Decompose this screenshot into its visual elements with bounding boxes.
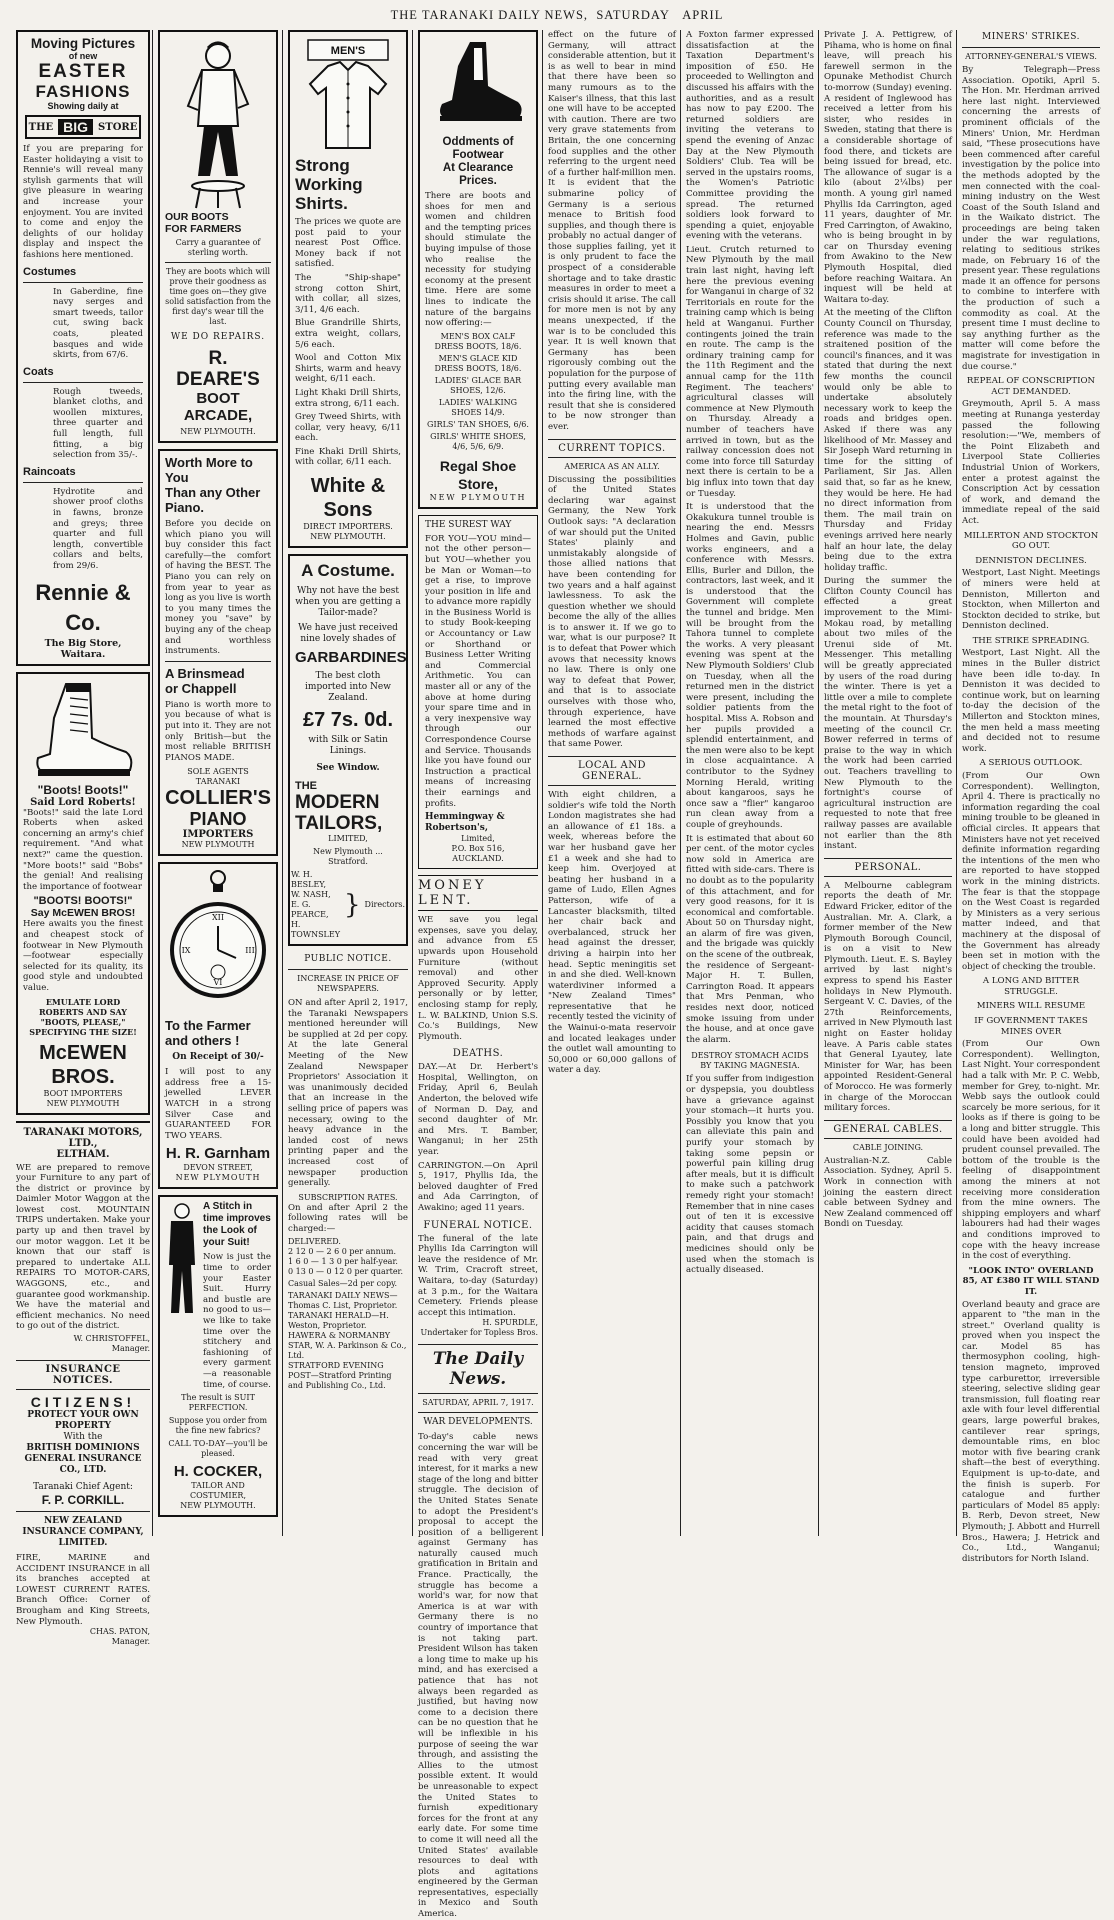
advert-subline: LIMITED,	[328, 834, 368, 844]
article-body: Westport, Last Night. Meetings of miners were held at Denniston, Millerton and Stockton, when Millerton and Stockton decided to strike, but Denniston declined.	[962, 568, 1100, 632]
advert-heading: Say McEWEN BROS!	[30, 907, 136, 920]
notice-body: On and after April 2 the following rates will be charged:—	[288, 1202, 408, 1234]
masthead	[0, 8, 1114, 28]
public-notice	[288, 954, 408, 1390]
shirt-item: Blue Grandrille Shirts, extra weight, collars, 5/6 each.	[295, 318, 401, 350]
advert-subline: NEW PLYMOUTH	[429, 492, 527, 502]
advert-body: I will post to any address free a 15-jewelled LEVER WATCH in a strong Silver Case and GUARANTEED FOR TWO YEARS.	[165, 1067, 271, 1141]
advert-body: With the	[63, 1432, 103, 1442]
taranaki-motors-advert	[16, 1121, 150, 1355]
advert-body: The result is SUIT PERFECTION.	[181, 1393, 255, 1413]
subheading: AMERICA AS AN ALLY.	[564, 461, 660, 471]
advert-body: The prices we quote are post paid to your nearest Post Office. Money back if not satisfied.	[295, 217, 401, 270]
advert-heading: TARANAKI MOTORS, LTD.,	[23, 1126, 143, 1149]
notice-body: Casual Sales—2d per copy.	[288, 1278, 398, 1288]
footwear-item: LADIES' GLACE BAR SHOES, 12/6.	[434, 375, 522, 395]
section-heading: FUNERAL NOTICE.	[423, 1219, 533, 1231]
article-body: Lieut. Crutch returned to New Plymouth by the mail train last night, having left here the previous evening for Wanganui in charge of 32 Territorials en route for the training camp which is being held at Wanganui. Further contingents joined the train en route. The camp is the ordinary training camp for the 11th Regiment and the annual camp for the 11th Regiment. The teachers' agricultural classes will commence at New Plymouth on Thursday. Already a number of teachers have arrived in town, but as the railway concession does not come into force till Saturday next there is certain to be a big influx into town that day or Tuesday.	[686, 244, 814, 499]
subheading: DENNISTON DECLINES.	[975, 555, 1087, 566]
advert-body: CALL TO-DAY—you'll be pleased.	[168, 1439, 268, 1459]
advert-subline: NEW PLYMOUTH.	[180, 1501, 256, 1511]
subheading: A LONG AND BITTER STRUGGLE.	[982, 976, 1080, 997]
section-heading: DEATHS.	[452, 1048, 504, 1060]
masthead-day: SATURDAY	[596, 8, 670, 22]
subheading: CABLE JOINING.	[852, 1142, 924, 1152]
shirt-illustration-icon	[298, 36, 398, 156]
money-lent-advert	[418, 875, 538, 1042]
editorial-body: effect on the future of Germany, will attract considerable attention, but it is as well to bear in mind that there have been so many rumours as to the Kaiser's illness, that this last one will have to be accepted with caution. There are two very grave statements from Britain, the one concerning food supplies and the other referring to the urgent need of a further half-million men. It is evident that the submarine policy of Germany is a serious menace to British food supplies, and though there is probably no actual danger of those supplies failing, yet it is only prudent to face the prospect of a considerable shortage and to take drastic measures in order to meet a crisis should it arise. The call for more men is not by any means unexpected, if the war is to be concluded this year. It is well known that Germany has been rigorously combing out the population for the purpose of putting every available man into the firing line, with the result that she is considered to be now stronger than ever.	[548, 30, 676, 432]
section-heading: GENERAL CABLES.	[824, 1120, 952, 1139]
advert-body: Carry a guarantee of sterling worth.	[175, 238, 261, 257]
article-body: Overland beauty and grace are apparent to "the man in the street." Overland quality is proved when you inspect the car. Model 85 has thermosyphon cooling, high-tension magneto, improved type carburettor, irreversible steering, selective sliding gear transmission, full floating rear axle with four level differential gears, large powerful brakes, cantilever rear springs, demountable rims, en bloc motor with five bearing crank shaft—the best of everything. Equipment is up-to-date, and the finish is superb. For catalogue and further particulars of Model 85 apply: B. Rerb, Devon street, New Plymouth; J. Abbott and Hurrell Bros., Hawera; J. Hetrick and Co., Ltd., Wanganui; distributors for North Island.	[962, 1299, 1100, 1564]
rate-row: 2 12 0 — 2 6 0 per annum.	[288, 1246, 397, 1256]
advert-subline: NEW PLYMOUTH.	[310, 532, 386, 542]
advert-subline: NEW PLYMOUTH	[181, 840, 255, 850]
advert-subline: DIRECT IMPORTERS.	[303, 522, 393, 532]
section-heading: Costumes	[23, 265, 77, 278]
article-body: A Melbourne cablegram reports the death of Mr. Edward Fricker, editor of the Australian. Mr. A. Clark, a former member of the New Plymouth Borough Council, is on a visit to New Plymouth. Lieut. E. S. Bayley arrived by last night's express to spend his Easter holidays in New Plymouth. Sergeant V. C. Davies, of the 27th Reinforcements, arrived in New Plymouth last night on Easter holiday leave. A Paris cable states that General Lyautey, late Minister for War, has been appointed Resident-General of Morocco. He was formerly in charge of the Moroccan military forces.	[824, 880, 952, 1114]
column-8	[962, 30, 1100, 1564]
nz-insurance-advert	[16, 1516, 150, 1647]
advert-subline: AUCKLAND.	[452, 854, 504, 864]
cocker-advert	[158, 1195, 278, 1517]
rate-row: 0 13 0 — 0 12 0 per quarter.	[288, 1266, 404, 1276]
modern-tailors-logo: TAILORS,	[295, 813, 383, 835]
advert-heading: MONEY LENT.	[418, 875, 538, 911]
director-name: H. TOWNSLEY	[290, 920, 340, 940]
rennie-logo: Rennie & Co.	[35, 579, 131, 635]
garnham-advert	[158, 862, 278, 1189]
advert-heading: THE SUREST WAY	[425, 519, 512, 530]
advert-subline: NEW PLYMOUTH	[175, 1173, 261, 1183]
advert-heading: Strong	[295, 156, 350, 175]
advert-body: Piano is worth more to you because of what is put into it. They are not only British—but the most reliable BRITISH PIANOS MADE.	[165, 699, 271, 763]
directors-block: W. H. BESLEY, W. NASH, E. G. PEARCE, H. TOWNSLEY } Directors.	[290, 870, 406, 940]
advert-heading: "BOOTS! BOOTS!"	[33, 895, 133, 908]
advert-body: EMULATE LORD ROBERTS AND SAY "BOOTS, PLEASE," SPECIFYING THE SIZE!	[29, 996, 137, 1037]
advert-body: Rough tweeds, blanket cloths, and woollen mixtures, three quarter and full length, full fitting, a big selection from 35/-.	[53, 386, 143, 461]
notice-heading: SUBSCRIPTION RATES.	[298, 1192, 398, 1202]
advert-heading: A Costume.	[301, 561, 395, 581]
subheading: IF GOVERNMENT TAKES MINES OVER	[974, 1016, 1088, 1037]
advert-heading: "Boots! Boots!"	[37, 782, 129, 797]
svg-text:VI: VI	[213, 978, 223, 988]
advert-body: with Silk or Satin Linings.	[308, 735, 388, 757]
column-rule	[412, 30, 413, 1536]
rennie-tagline: The Big Store, Waitara.	[44, 637, 122, 660]
column-7	[824, 30, 952, 1536]
modern-tailors-logo: THE	[295, 780, 317, 793]
signature-role: Manager.	[111, 1637, 150, 1647]
svg-text:III: III	[245, 946, 255, 956]
paper-row: TARANAKI HERALD—H. Weston, Proprietor.	[288, 1310, 389, 1330]
article-body: Australian-N.Z. Cable Association. Sydney, April 5. Work in connection with joining the eastern direct cable between Sydney and New Zealand commenced off Bondi on Tuesday.	[824, 1155, 952, 1230]
advert-heading: ELTHAM.	[56, 1148, 110, 1160]
insurance-advert	[16, 1394, 150, 1507]
section-heading: LOCAL AND GENERAL.	[548, 756, 676, 786]
shirt-item: Wool and Cotton Mix Shirts, warm and heavy weight, 6/11 each.	[295, 353, 401, 385]
advert-heading: To the Farmer	[165, 1018, 251, 1034]
rennie-advert	[16, 30, 150, 666]
insurance-heading: INSURANCE NOTICES.	[16, 1360, 150, 1390]
advert-body: We have just received nine lovely shades of	[298, 623, 398, 645]
modern-tailors-logo: MODERN	[295, 792, 380, 814]
advert-body: Here awaits you the finest and cheapest stock of footwear in New Plymouth—footwear especially selected for its quality, its good style and undoubted value.	[23, 919, 143, 993]
shirt-item: Light Khaki Drill Shirts, extra strong, 6/11 each.	[295, 387, 401, 409]
signature: H. SPURDLE,	[482, 1318, 538, 1328]
footwear-item: LADIES' WALKING SHOES 14/9.	[438, 397, 518, 417]
signature: W. CHRISTOFFEL,	[73, 1334, 150, 1343]
advert-body: BRITISH DOMINIONS GENERAL INSURANCE CO., LTD.	[24, 1443, 142, 1475]
white-sons-logo: White & Sons	[310, 475, 386, 522]
advert-body: WE save you legal expenses, save you delay, and advance from £5 upwards upon Household Furniture (without removal) and other Approved Security. Apply personally or by letter, enclosing stamp for reply, L. W. BALKIND, Union S.S. Co.'s Buildings, New Plymouth.	[418, 915, 538, 1042]
advert-heading: or Chappell	[165, 680, 237, 696]
deare-logo: R. DEARE'S	[176, 348, 260, 390]
advert-heading: At Clearance Prices.	[442, 162, 514, 187]
deare-logo: BOOT	[196, 390, 240, 407]
deare-advert	[158, 30, 278, 443]
notice-body: DELIVERED.	[288, 1236, 341, 1246]
advert-body: Hydrotite and shower proof cloths in fawns, bronze and greys; three quarter and full length, convertible collars and belts, from 29/6.	[53, 486, 143, 571]
svg-text:MEN'S: MEN'S	[330, 45, 366, 57]
column-2	[158, 30, 278, 1536]
notice-body: ON and after April 2, 1917, the Taranaki Newspapers mentioned hereunder will be supplied at 2d per copy. At the late General Meeting of the New Zealand Newspaper Proprietors' Association it was unanimously decided that an increase in the selling price of papers was necessary, owing to the heavy advance in the landed cost of news printing paper and the increased cost of newspaper production generally.	[288, 998, 408, 1189]
directors-label: Directors.	[364, 900, 406, 910]
paper-row: STRATFORD EVENING POST—Stratford Printing and Publishing Co., Ltd.	[288, 1360, 392, 1390]
advert-subline: DEVON STREET,	[183, 1163, 253, 1173]
regal-shoe-advert	[418, 30, 538, 509]
banner-text: STORE	[98, 121, 138, 133]
advert-body: They are boots which will prove their goodness as time goes on—they give solid satisfaction from the first day's wear till the last.	[165, 267, 271, 326]
footwear-item: GIRLS' TAN SHOES, 6/6.	[427, 419, 529, 429]
paper-row: HAWERA & NORMANBY STAR, W. A. Parkinson & Co., Ltd.	[288, 1330, 407, 1360]
masthead-month: APRIL	[682, 8, 724, 22]
section-heading: MINERS' STRIKES.	[982, 32, 1080, 42]
column-3	[288, 30, 408, 1536]
piano-advert	[158, 449, 278, 856]
director-name: E. G. PEARCE,	[290, 900, 329, 920]
advert-body: If you are preparing for Easter holidaying a visit to Rennie's will reveal many stylish garments that will give pleasure in wearing and increase your enjoyment. You are invited to come and enjoy the delights of our holiday display and inspect the fashions here mentioned.	[23, 144, 143, 260]
funeral-notice: The funeral of the late Phyllis Ida Carrington will leave the residence of Mr. W. Trim, Cracroft street, Waitara, to-day (Saturday) at 3 p.m., for the Waitara Cemetery. Friends please accept this intimation.	[418, 1233, 538, 1318]
boot-illustration-icon	[28, 678, 138, 783]
signature-role: Undertaker for Topless Bros.	[420, 1328, 538, 1338]
advert-heading: A Brinsmead	[165, 665, 245, 681]
editorial-heading: WAR DEVELOPMENTS.	[423, 1417, 533, 1428]
advert-subline: SOLE AGENTS TARANAKI	[187, 767, 249, 787]
column-1	[16, 30, 150, 1647]
advert-body: F. P. CORKILL.	[41, 1493, 125, 1507]
advert-heading: On Receipt of 30/-	[172, 1052, 264, 1063]
deare-logo: ARCADE,	[183, 407, 253, 424]
director-name: W. H. BESLEY,	[290, 870, 327, 890]
column-6	[686, 30, 814, 1536]
price-tag: £7 7s. 0d.	[302, 709, 394, 732]
advert-heading: EASTER	[38, 61, 128, 82]
section-heading: PERSONAL.	[824, 858, 952, 877]
masthead-title: THE TARANAKI DAILY NEWS,	[390, 8, 589, 22]
subheading: THE STRIKE SPREADING.	[972, 635, 1090, 646]
signature: CHAS. PATON,	[89, 1627, 150, 1637]
shirt-item: The "Ship-shape" strong cotton Shirt, with collar, all sizes, 3/11, 4/6 each.	[295, 272, 401, 315]
article-body: A Foxton farmer expressed dissatisfaction at the Taxation Department's imposition of £50. He proceeded to Wellington and discussed his affairs with the authorities, and as a result has now to pay £200. The returned soldiers are inviting the veterans to spend the evening of Anzac Day at the New Plymouth Soldiers' Club. Tea will be served in the upstairs rooms, the Women's Patriotic Committee providing the spread. The returned soldiers look forward to spending a quiet, enjoyable evening with the veterans.	[686, 30, 814, 242]
advert-body: "Boots!" said the late Lord Roberts when asked concerning an army's chief requirement. "And what next?" came the question. "More boots!" said "Bobs" the genial! And realising the importance of footwear	[23, 807, 143, 892]
advert-subline: P.O. Box 516,	[451, 844, 505, 854]
column-rule	[542, 30, 543, 1536]
advert-body: WE DO REPAIRS.	[170, 332, 266, 342]
article-body: (From Our Own Correspondent). Wellington, April 4. There is practically no information regarding the coal mining trouble to be gleaned in official circles. It appears that Ministers have not yet received definite information regarding the intentions of the men who are reported to have stopped work in the mining districts. The fear is that the stoppage on the West Coast is regarded by Ministers as a very serious matter indeed, and that machinery at the disposal of the Government has already been set in motion with the object of checking the trouble.	[962, 771, 1100, 972]
advert-body: FOR YOU—YOU mind—not the other person—but YOU—whether you be Man or Woman—to get a rise, to improve your position in life and to advance more rapidly in the Business World is to study Book-keeping or Accountancy or Law or Shorthand or Business Letter Writing and Commercial Arithmetic. You can master all or any of the above at home during your spare time and in a very inexpensive way through our Correspondence Course and Service. Thousands like you have found our Instruction a practical means of increasing their earnings and profits.	[425, 533, 531, 809]
advert-body: See Window.	[316, 763, 380, 774]
paper-row: TARANAKI DAILY NEWS—Thomas C. List, Proprietor.	[288, 1290, 398, 1310]
advert-heading: Working	[295, 175, 363, 194]
column-rule	[152, 30, 153, 1536]
shoe-illustration-icon	[428, 36, 528, 136]
advert-heading: GARBARDINES	[295, 649, 407, 667]
advert-heading: NEW ZEALAND INSURANCE COMPANY, LIMITED.	[22, 1516, 144, 1548]
advert-body: PROTECT YOUR OWN PROPERTY	[27, 1410, 139, 1431]
footwear-item: MEN'S GLACE KID DRESS BOOTS, 18/6.	[434, 353, 522, 373]
advert-subline: IMPORTERS	[182, 829, 254, 841]
footwear-item: GIRLS' WHITE SHOES, 4/6, 5/6, 6/9.	[430, 431, 526, 451]
advert-body: Why not have the best when you are getting a Tailor-made?	[295, 586, 401, 619]
shirt-item: Grey Tweed Shirts, with collar, very heavy, 6/11 each.	[295, 412, 401, 444]
cocker-logo: H. COCKER,	[173, 1463, 263, 1481]
advert-heading: Said Lord Roberts!	[30, 796, 136, 808]
article-body: (From Our Own Correspondent). Wellington, Last Night. Your correspondent had a talk with Mr. P. C. Webb, member for Grey, to-night. Mr. Webb says the outlook could scarcely be more serious, for it looks as if there is going to be a long and bitter struggle. This could have been avoided had prudent counsel prevailed. The bottom of the trouble is the feeling of disappointment among the miners at not receiving more consideration from the mine owners. The shipping employers and wharf labourers had had their wages and conditions improved to cope with the heavy increase in the cost of everything.	[962, 1039, 1100, 1262]
advert-heading: and others !	[165, 1033, 240, 1049]
mcewen-logo: McEWEN BROS.	[39, 1041, 127, 1088]
section-heading: CURRENT TOPICS.	[548, 439, 676, 458]
advert-heading: Worth More to You	[165, 455, 253, 485]
advert-subline: NEW PLYMOUTH	[46, 1098, 120, 1108]
column-rule	[282, 30, 283, 1536]
banner-text: BIG	[58, 119, 93, 135]
subheading: REPEAL OF CONSCRIPTION ACT DEMANDED.	[966, 376, 1096, 397]
advert-body: Before you decide on which piano you will buy consider this fact carefully—the comfort of having the BEST. The Piano you can rely on from year to year as long as you live is worth to you many times the money you "save" by buying any of the cheap and worthless instruments.	[165, 519, 271, 657]
collier-logo: COLLIER'S	[165, 787, 271, 810]
advert-heading: Showing daily at	[47, 101, 119, 111]
subheading: MINERS WILL RESUME	[976, 1001, 1086, 1012]
advert-heading: Oddments of Footwear	[442, 136, 514, 161]
signature-role: Manager.	[111, 1344, 150, 1353]
footwear-item: MEN'S BOX CALF DRESS BOOTS, 18/6.	[434, 331, 522, 351]
article-body: By Telegraph—Press Association. Opotiki, April 5. The Hon. Mr. Herdman arrived here last night. Interviewed concerning the arrests of prominent officials of the Miners' Union, Mr. Herdman said, "These prosecutions have been commenced after careful investigation by the police into the methods adopted by the men connected with the coal-mining industry on the West Coast of the South Island and in the Waikato district. The proceedings are being taken under the war regulations, relating to seditious strikes made, on February 16 of the present year. These regulations made it an offence for persons to combine to interfere with the production of such a commodity as coal. At the present time I must decline to say anything further as the matter will come before the magistrate for investigation in due course."	[962, 65, 1100, 372]
death-notice: DAY.—At Dr. Herbert's Hospital, Wellington, on Friday, April 6, Beulah Anderton, the beloved wife of Norman D. Day, and second daughter of Mr. and Mrs. T. Bamber, Wanganui; in her 25th year.	[418, 1062, 538, 1158]
notice-heading: INCREASE IN PRICE OF NEWSPAPERS.	[297, 974, 399, 994]
editorial-body: To-day's cable news concerning the war will be read with very great interest, for it marks a new stage of the long and bitter struggle. The decision of the United States Senate to adopt the President's proposal to accept the position of a belligerent against Germany has naturally caused much gratification in Britain and France. Practically, the struggle has become a world's war, for now that America is at war with Germany there is no country of importance that is not taking part. President Wilson has taken a long time to make up his mind, and has exercised a patience that has not always been regarded as justified, but having now come to a decision there can be no question that he will be inflexible in his purpose of seeing the war through, and assisting the Allies to the utmost possible extent. It would be unreasonable to expect the United States to furnish expeditionary forces for the front at any early date. For some time to come it will need all the United States' available resources to deal with plots and agitations engineered by the German representatives, especially in Mexico and South America.	[418, 1432, 538, 1920]
column-rule	[680, 30, 681, 1536]
surest-way-advert	[418, 515, 538, 869]
cobbler-illustration-icon	[168, 36, 268, 211]
mcewen-advert	[16, 672, 150, 1115]
collier-logo: PIANO	[189, 809, 247, 830]
advert-heading: CITIZENS!	[30, 1394, 136, 1410]
subheading: A SERIOUS OUTLOOK.	[979, 758, 1083, 769]
pocket-watch-icon	[168, 868, 268, 1018]
editorial-date: SATURDAY, APRIL 7, 1917.	[422, 1398, 534, 1408]
article-body: It is estimated that about 60 per cent. of the motor cycles now sold in America are fitted with side-cars. There is no doubt as to the popularity of this attachment, and for very good reasons, for it is economical and comfortable. About 50 on Thursday night, an alarm of fire was given, and the brigade was quickly on the scene of the outbreak, the residence of Sergeant-Major H. T. Bullen, Carrington Road. It appears that Mrs Penman, who resides next door, noticed smoke issuing from under the house, and at once gave the alarm.	[686, 833, 814, 1045]
subheading: DESTROY STOMACH ACIDS BY TAKING MAGNESIA.	[691, 1051, 809, 1071]
notice-heading: PUBLIC NOTICE.	[304, 954, 392, 965]
advert-subline: BOOT IMPORTERS	[43, 1088, 123, 1098]
column-4	[418, 30, 538, 1920]
advert-subline: Limited,	[461, 834, 495, 844]
article-body: During the summer the Clifton County Council has effected a great improvement to the Mimi-Mokau road, by metalling about two miles of the Urenui side of Mt. Messenger. This metalling will be greatly appreciated by users of the road during the winter. There is yet a little over a mile to complete the metal right to the foot of the mountain. At Thursday's meeting of the council Cr. Bower referred in terms of praise to the way in which the work had been carried out. Teachers travelling to New Plymouth to the fortnight's course of agricultural instruction are requested to note that free railway passes are available not earlier than the 8th instant.	[824, 576, 952, 852]
advert-body: Now is just the time to order your Easter Suit. Hurry and bustle are no good to us—we like to take time over the stitchery and fashioning of every garment—a reasonable time, of course.	[203, 1252, 271, 1390]
article-body: Greymouth, April 5. A mass meeting at Runanga yesterday passed the following resolution:—"We, members of the Point Elizabeth and Liverpool State Collieries Industrial Union of Workers, enter a protest against the Conscription Act by cessation of work, and demand the immediate repeal of the said Act.	[962, 399, 1100, 526]
section-heading: Coats	[23, 365, 54, 378]
advert-heading: FASHIONS	[35, 82, 131, 101]
regal-logo: Regal Shoe Store,	[439, 457, 517, 492]
advert-heading: OUR BOOTS	[165, 211, 229, 223]
garnham-logo: H. R. Garnham	[165, 1145, 271, 1163]
subheading: "LOOK INTO" OVERLAND 85, AT £380 IT WILL STAND IT.	[962, 1265, 1100, 1297]
advert-subline: TAILOR AND COSTUMIER,	[190, 1481, 246, 1501]
svg-text:XII: XII	[211, 913, 225, 923]
advert-body: The best cloth imported into New Zealand.	[305, 671, 391, 704]
article-body: At the meeting of the Clifton County Council on Thursday, reference was made to the straitened position of the council's finances, and it was stated that during the next few months the council would only be able to undertake absolutely necessary work to keep the roads and bridges open. Asked if there was any likelihood of Mr. Massey and Sir Joseph Ward returning in time for the sitting of Parliament, Sir Jas. Allen said that, so far as he knew, they would be here. He had no direct information from them. The mail train on Thursday and Friday evenings arrived here nearly half an hour late, the delay being due to the extra holiday traffic.	[824, 308, 952, 573]
advert-subline: Hemmingway & Robertson's,	[425, 812, 505, 834]
advert-body: Taranaki Chief Agent:	[33, 1482, 133, 1492]
death-notice: CARRINGTON.—On April 5, 1917, Phyllis Ida, the beloved daughter of Fred and Ada Carrington, of Awakino; aged 11 years.	[418, 1160, 538, 1213]
advert-body: There are boots and shoes for men and women and children and the tempting prices should stimulate the buying impulse of those who realise the necessity for studying economy at the present time. Here are some lines to indicate the nature of the bargains now offering:—	[425, 191, 531, 329]
subheading: ATTORNEY-GENERAL'S VIEWS.	[965, 52, 1097, 61]
advert-body: In Gaberdine, fine navy serges and smart tweeds, tailor cut, swing back coats, pleated basques and wide skirts, from 67/6.	[53, 286, 143, 361]
tailor-figure-icon	[165, 1201, 199, 1321]
advert-heading: Shirts.	[295, 194, 348, 213]
big-store-banner	[25, 115, 141, 139]
advert-heading: FOR FARMERS	[165, 223, 242, 235]
subheading: MILLERTON AND STOCKTON GO OUT.	[963, 530, 1099, 552]
column-5	[548, 30, 676, 1536]
svg-text:IX: IX	[181, 946, 191, 956]
article-body: Westport, Last Night. All the mines in the Buller district have been idle to-day. In Denniston it was decided to continue work, but on learning to-day the decision of the Millerton and Stockton mines, the men held a mass meeting and decided not to resume work.	[962, 648, 1100, 754]
article-body: If you suffer from indigestion or dyspepsia, you doubtless have a grievance against your stomach—it hurts you. Possibly you know that you can alleviate this pain and purify your stomach by taking some pepsin or powerful pain killing drug after meals, but it is difficult to make such a patchwork remedy right your stomach! Remember that in nine cases out of ten it is excessive acidity that causes stomach pain, and that drugs and medicines should only be used when the stomach is actually diseased.	[686, 1074, 814, 1276]
white-sons-advert	[288, 30, 408, 548]
advert-heading: A Stitch in time improves the Look of your Suit!	[203, 1201, 271, 1249]
advert-heading: of new	[68, 51, 98, 61]
advert-subline: New Plymouth ... Stratford.	[313, 847, 383, 867]
banner-text: THE	[28, 121, 54, 133]
advert-heading: Than any Other Piano.	[165, 485, 261, 515]
advert-subline: NEW PLYMOUTH.	[180, 427, 256, 436]
article-body: Discussing the possibilities of the United States declaring war against Germany, the New York Outlook says: "A declaration of war should put the United States' plainly and unmistakably alongside of those allied nations that have been contending for two years and a half against lawlessness. To ask the question whether we should become the ally of the allies is to answer it. If we go to war, what is our purpose? It is to defeat that Power which avows that necessity knows no law. There is only one way to defeat that Power, and that is to associate ourselves with those who, through experience, have learned the most effective methods of warfare against that same Power.	[548, 474, 676, 750]
advert-heading: Moving Pictures	[30, 36, 136, 51]
advert-body: WE are prepared to remove your Furniture to any part of the district or province by Daimler Motor Waggon at the lowest cost. MOUNTAIN TRIPS undertaken. Make your party up and then travel by our motor waggon. Let it be known that our staff is prepared to undertake ALL REPAIRS TO MOTOR-CARS, WAGGONS, etc., and guarantee good workmanship. We have the material and efficient mechanics. No need to go out of the district.	[16, 1162, 150, 1332]
column-rule	[956, 30, 957, 1536]
section-heading: Raincoats	[23, 465, 76, 478]
director-name: W. NASH,	[290, 890, 331, 900]
rate-row: 1 6 0 — 1 3 0 per half-year.	[288, 1256, 398, 1266]
shirt-item: Fine Khaki Drill Shirts, with collar, 6/11 each.	[295, 446, 401, 468]
advert-body: FIRE, MARINE and ACCIDENT INSURANCE in all its branches accepted at LOWEST CURRENT RATES. Branch Office: Corner of Brougham and King Streets, New Plymouth.	[16, 1553, 150, 1627]
article-body: Private J. A. Pettigrew, of Pihama, who is home on final leave, will preach his farewell sermon in the Opunake Methodist Church to-morrow (Sunday) evening. A resident of Inglewood has received a letter from his sister, who resides in Sweden, stating that there is a considerable shortage of food there, and tickets are being issued for bread, etc. The allowance of sugar is a kilo (about 2¼lbs) per month. A young girl named Phyllis Ida Carrington, aged 11 years, daughter of Mr. Fred Carrington, of Awakino, who is being brought in by car on Thursday evening from Awakino to the New Plymouth Hospital, died before reaching Waitara. An inquest will be held at Waitara to-day.	[824, 30, 952, 305]
article-body: It is understood that the Okakukura tunnel trouble is nearing the end. Messrs Holmes and Gavin, public works engineers, and a conference with Messrs. Ellis, Burler and Dillon, the contractors, last week, and it is understood that the Government will complete the tunnel and bridge. Men will be brought from the Tahora tunnel to complete the works. A very pleasant evening was spent at the New Plymouth Soldiers' Club on Tuesday, when all the returned men in the district were present, including the soldier patients from the hospital. Miss A. Robson and her pupils provided a splendid entertainment, and the men were also to be kept in close acquaintance. A contributor to the Sydney Morning Herald, writing about kangaroos, says he once saw a "flier" kangaroo run clean away from a couple of greyhounds.	[686, 502, 814, 830]
modern-tailors-advert	[288, 554, 408, 946]
article-body: With eight children, a soldier's wife told the North London magistrates she had an allowance of £1 18s. a week, whereas before the war her husband gave her £1 a week and she had to keep him. Overjoyed at beating her husband in a game of Ludo, Ellen Agnes Patterson, wife of a Lancaster blacksmith, tilted her chair back and overbalanced, struck her head against the dresser, driving a hairpin into her head. Septic meningitis set in and she died. Well-known waterdiviner informed a "New Zealand Times" representative that he recently tested the vicinity of the Wainui-o-mata reservoir and located leakages under the outlet wall amounting to 50,000 or 60,000 gallons of water a day.	[548, 790, 676, 1076]
newspaper-nameplate: The Daily News.	[432, 1349, 524, 1390]
column-rule	[818, 30, 819, 1536]
advert-body: Suppose you order from the fine new fabrics?	[168, 1416, 268, 1436]
